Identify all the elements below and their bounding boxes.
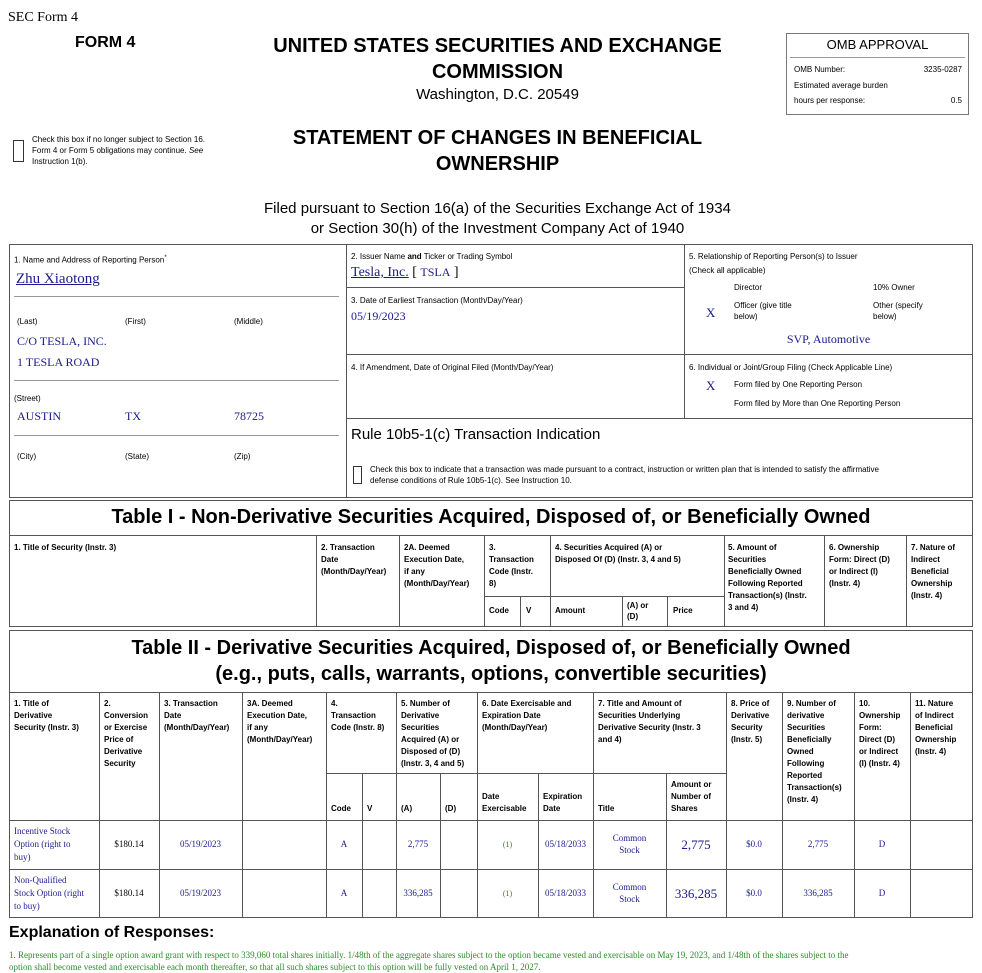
t2-row1-conversion-price: $180.14 bbox=[114, 839, 144, 849]
street-label: (Street) bbox=[14, 394, 41, 403]
t1-sub-a-or-d: (A) or (D) bbox=[627, 601, 649, 621]
t2-header-title: 1. Title of Derivative Security (Instr. 3) bbox=[14, 699, 79, 732]
t1-header-securities-acquired: 4. Securities Acquired (A) or Disposed Of (D) (Instr. 3, 4 and 5) bbox=[555, 543, 681, 564]
t2-sub-d: (D) bbox=[445, 804, 457, 813]
t2-row1-ownership-form: D bbox=[878, 839, 886, 849]
box3-label: 3. Date of Earliest Transaction (Month/Day/Year) bbox=[351, 296, 523, 305]
sec-form-label: SEC Form 4 bbox=[8, 10, 79, 25]
first-label: (First) bbox=[125, 317, 146, 326]
t2-sub-title: Title bbox=[598, 804, 615, 813]
address-line-2: 1 TESLA ROAD bbox=[17, 355, 100, 369]
rule-10b5-text: Check this box to indicate that a transaction was made pursuant to a contract, instruction or written plan that is intended to satisfy the affirmative defense conditions of Rule 10b5-1(c). See Instruction 10. bbox=[370, 465, 880, 485]
omb-number-label: OMB Number: bbox=[794, 65, 846, 74]
omb-title: OMB APPROVAL bbox=[826, 37, 929, 52]
t2-row2-expiration: 05/18/2033 bbox=[544, 888, 586, 898]
omb-number-value: 3235-0287 bbox=[923, 65, 962, 74]
box4-label: 4. If Amendment, Date of Original Filed (Month/Day/Year) bbox=[351, 363, 554, 372]
t2-sub-date-exercisable: Date Exercisable bbox=[482, 792, 527, 813]
table-2-title: Table II - Derivative Securities Acquired, Disposed of, or Beneficially Owned (e.g., puts, calls, warrants, options, convertible securities) bbox=[131, 637, 851, 685]
t1-sub-price: Price bbox=[673, 606, 693, 615]
city-label: (City) bbox=[17, 452, 37, 461]
t2-row2-price: $0.0 bbox=[746, 888, 762, 898]
t1-header-title-security: 1. Title of Security (Instr. 3) bbox=[14, 543, 117, 552]
t2-sub-expiration: Expiration Date bbox=[543, 792, 583, 813]
zip-label: (Zip) bbox=[234, 452, 251, 461]
t2-row1-acquired: 2,775 bbox=[407, 839, 429, 849]
t2-row1-underlying-title: Common Stock bbox=[612, 833, 647, 855]
t2-row1-price: $0.0 bbox=[746, 839, 762, 849]
more-person-option: Form filed by More than One Reporting Person bbox=[734, 399, 901, 408]
address-line-1: C/O TESLA, INC. bbox=[17, 334, 107, 348]
agency-title: UNITED STATES SECURITIES AND EXCHANGE COMMISSION bbox=[273, 35, 722, 83]
rule-10b5-title: Rule 10b5-1(c) Transaction Indication bbox=[351, 426, 601, 443]
issuer-line: Tesla, Inc. [ TSLA ] bbox=[351, 265, 459, 280]
t2-header-transaction-date: 3. Transaction Date (Month/Day/Year) bbox=[164, 699, 230, 732]
t2-sub-v: V bbox=[367, 804, 373, 813]
t1-header-amount-owned: 5. Amount of Securities Beneficially Owned Following Reported Transaction(s) (Instr. 3 and 4) bbox=[728, 543, 807, 612]
t2-row1-date-exercisable: (1) bbox=[502, 840, 513, 849]
ten-percent-owner-option: 10% Owner bbox=[873, 283, 915, 292]
section16-checkbox-text: Check this box if no longer subject to Section 16. Form 4 or Form 5 obligations may continue. See Instruction 1(b). bbox=[32, 135, 205, 166]
t2-header-transaction-code: 4. Transaction Code (Instr. 8) bbox=[331, 699, 385, 732]
statement-title: STATEMENT OF CHANGES IN BENEFICIAL OWNERSHIP bbox=[292, 127, 703, 175]
omb-burden-value: 0.5 bbox=[950, 96, 962, 105]
other-option: Other (specify below) bbox=[873, 301, 923, 321]
t2-header-underlying: 7. Title and Amount of Securities Underlying Derivative Security (Instr. 3 and 4) bbox=[598, 699, 701, 744]
t2-row1-transaction-date: 05/19/2023 bbox=[179, 839, 221, 849]
t2-row1-code: A bbox=[340, 839, 348, 849]
t2-header-conversion-price: 2. Conversion or Exercise Price of Derivative Security bbox=[104, 699, 149, 768]
box5-label-1: 5. Relationship of Reporting Person(s) to Issuer bbox=[689, 252, 858, 261]
t2-header-price: 8. Price of Derivative Security (Instr. 5) bbox=[731, 699, 770, 744]
t2-header-number-derivative: 5. Number of Derivative Securities Acquired (A) or Disposed of (D) (Instr. 3, 4 and 5) bbox=[401, 699, 465, 768]
state-label: (State) bbox=[125, 452, 150, 461]
t2-row2-underlying-amount: 336,285 bbox=[674, 886, 718, 901]
box6-label: 6. Individual or Joint/Group Filing (Check Applicable Line) bbox=[689, 363, 893, 372]
t2-row2-conversion-price: $180.14 bbox=[114, 888, 144, 898]
table-1-title: Table I - Non-Derivative Securities Acquired, Disposed of, or Beneficially Owned bbox=[111, 506, 871, 528]
one-person-option: Form filed by One Reporting Person bbox=[734, 380, 863, 389]
box5-label-2: (Check all applicable) bbox=[689, 266, 766, 275]
t1-header-ownership-form: 6. Ownership Form: Direct (D) or Indirect (I) (Instr. 4) bbox=[829, 543, 890, 588]
t2-row2-acquired: 336,285 bbox=[403, 888, 433, 898]
t1-header-transaction-date: 2. Transaction Date (Month/Day/Year) bbox=[321, 543, 387, 576]
issuer-name-link[interactable]: Tesla, Inc. bbox=[351, 265, 409, 280]
state-value: TX bbox=[125, 409, 141, 423]
t2-row2-owned-after: 336,285 bbox=[803, 888, 833, 898]
officer-title: SVP, Automotive bbox=[786, 332, 871, 346]
zip-value: 78725 bbox=[234, 409, 264, 423]
director-option: Director bbox=[734, 283, 763, 292]
t2-header-nature: 11. Nature of Indirect Beneficial Ownership (Instr. 4) bbox=[915, 699, 957, 756]
t2-header-date-exercisable: 6. Date Exercisable and Expiration Date (Month/Day/Year) bbox=[482, 699, 572, 732]
t2-row1-underlying-amount: 2,775 bbox=[681, 837, 711, 852]
t2-row1-expiration: 05/18/2033 bbox=[544, 839, 586, 849]
t1-header-transaction-code: 3. Transaction Code (Instr. 8) bbox=[489, 543, 534, 588]
officer-check-mark[interactable]: X bbox=[706, 305, 716, 320]
t2-row1-owned-after: 2,775 bbox=[807, 839, 829, 849]
t2-sub-code: Code bbox=[331, 804, 351, 813]
omb-burden-label-1: Estimated average burden bbox=[794, 81, 888, 90]
explanation-title: Explanation of Responses: bbox=[9, 924, 215, 941]
section16-checkbox[interactable] bbox=[13, 140, 24, 162]
omb-burden-label-2: hours per response: bbox=[794, 96, 866, 105]
rule-10b5-checkbox[interactable] bbox=[353, 466, 362, 484]
box1-label: 1. Name and Address of Reporting Person* bbox=[14, 255, 167, 265]
t2-row2-transaction-date: 05/19/2023 bbox=[179, 888, 221, 898]
t2-row2-date-exercisable: (1) bbox=[502, 889, 513, 898]
officer-option: Officer (give title below) bbox=[734, 301, 792, 321]
footnote-1: 1. Represents part of a single option award grant with respect to 339,060 total shares initially. 1/48th of the aggregate shares subject to the option became vested and exercisable on May 19, 2023, and 1/48th of the shares subject to the option shall become vested and exercisable each month thereafter, so that all such shares subject to this option will be fully vested on April 1, 2027. bbox=[9, 950, 849, 972]
last-label: (Last) bbox=[17, 317, 38, 326]
t2-row2-code: A bbox=[340, 888, 348, 898]
city-value: AUSTIN bbox=[17, 409, 61, 423]
t1-sub-code: Code bbox=[489, 606, 509, 615]
t1-header-nature-ownership: 7. Nature of Indirect Beneficial Ownership (Instr. 4) bbox=[911, 543, 956, 600]
t2-header-deemed-date: 3A. Deemed Execution Date, if any (Month/Day/Year) bbox=[247, 699, 313, 744]
t2-sub-amount: Amount or Number of Shares bbox=[671, 780, 712, 813]
t2-row1-title: Incentive Stock Option (right to buy) bbox=[14, 826, 71, 862]
earliest-transaction-date: 05/19/2023 bbox=[351, 309, 406, 323]
reporting-person-name-link[interactable]: Zhu Xiaotong bbox=[16, 271, 100, 287]
t2-header-number-owned: 9. Number of derivative Securities Beneficially Owned Following Reported Transaction(s) (Instr. 4) bbox=[787, 699, 842, 804]
box2-label: 2. Issuer Name and Ticker or Trading Symbol bbox=[351, 252, 513, 261]
t2-sub-a: (A) bbox=[401, 804, 413, 813]
form-label: FORM 4 bbox=[75, 34, 136, 51]
t2-row2-title: Non-Qualified Stock Option (right to buy) bbox=[14, 875, 84, 911]
middle-label: (Middle) bbox=[234, 317, 263, 326]
t1-sub-v: V bbox=[526, 606, 532, 615]
t1-sub-amount: Amount bbox=[555, 606, 586, 615]
t2-header-ownership-form: 10. Ownership Form: Direct (D) or Indirect (I) (Instr. 4) bbox=[859, 699, 901, 768]
ticker-symbol: TSLA bbox=[420, 265, 451, 279]
filed-pursuant-text: Filed pursuant to Section 16(a) of the Securities Exchange Act of 1934 or Section 30(h) of the Investment Company Act of 1940 bbox=[264, 200, 731, 237]
agency-location: Washington, D.C. 20549 bbox=[416, 86, 579, 103]
one-person-check-mark[interactable]: X bbox=[706, 378, 716, 393]
t1-header-deemed-date: 2A. Deemed Execution Date, if any (Month/Day/Year) bbox=[404, 543, 470, 588]
t2-row2-ownership-form: D bbox=[878, 888, 886, 898]
t2-row2-underlying-title: Common Stock bbox=[612, 882, 647, 904]
